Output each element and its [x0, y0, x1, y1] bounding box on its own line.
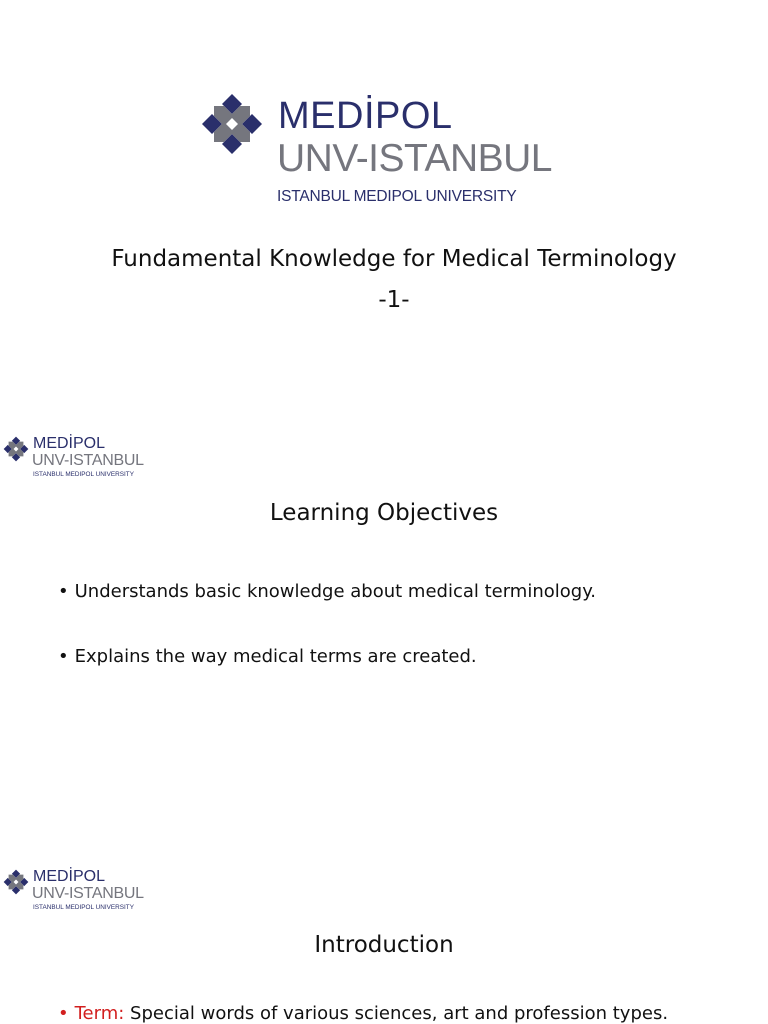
bullet-item	[58, 580, 596, 604]
logo-line-unv-istanbul: UNV-ISTANBUL	[32, 452, 144, 469]
slide-heading: Introduction	[314, 932, 454, 958]
bullet-item	[58, 1002, 668, 1024]
slide-heading: Learning Objectives	[269, 500, 499, 526]
medipol-cross-mark-icon	[2, 435, 30, 463]
logo-line-unv-istanbul: UNV-ISTANBUL	[32, 885, 144, 902]
logo-line-university: ISTANBUL MEDIPOL UNIVERSITY	[33, 904, 134, 911]
bullet-text: Understands basic knowledge about medical terminology.	[74, 581, 597, 602]
bullet-text: Special words of various sciences, art and profession types.	[124, 1003, 669, 1024]
bullet-item	[58, 645, 477, 669]
term-label: Term:	[74, 1003, 125, 1024]
medipol-cross-mark-icon	[2, 868, 30, 896]
bullet-text: Explains the way medical terms are created.	[74, 646, 477, 667]
logo-line-medipol: MEDİPOL	[278, 95, 453, 137]
medipol-logo-small	[2, 434, 152, 480]
deck-number: -1-	[378, 287, 410, 313]
logo-line-university: ISTANBUL MEDIPOL UNIVERSITY	[33, 471, 134, 478]
logo-line-medipol: MEDİPOL	[33, 435, 106, 452]
logo-line-unv-istanbul: UNV-ISTANBUL	[277, 137, 552, 180]
logo-line-university: ISTANBUL MEDIPOL UNIVERSITY	[277, 188, 517, 205]
bullet-dot: •	[58, 581, 69, 602]
medipol-logo-small	[2, 867, 152, 913]
medipol-logo-large	[198, 90, 578, 210]
logo-line-medipol: MEDİPOL	[33, 868, 106, 885]
medipol-cross-mark-icon	[198, 90, 266, 158]
bullet-dot: •	[58, 1003, 69, 1024]
deck-title: Fundamental Knowledge for Medical Terminology	[111, 246, 677, 272]
bullet-dot: •	[58, 646, 69, 667]
